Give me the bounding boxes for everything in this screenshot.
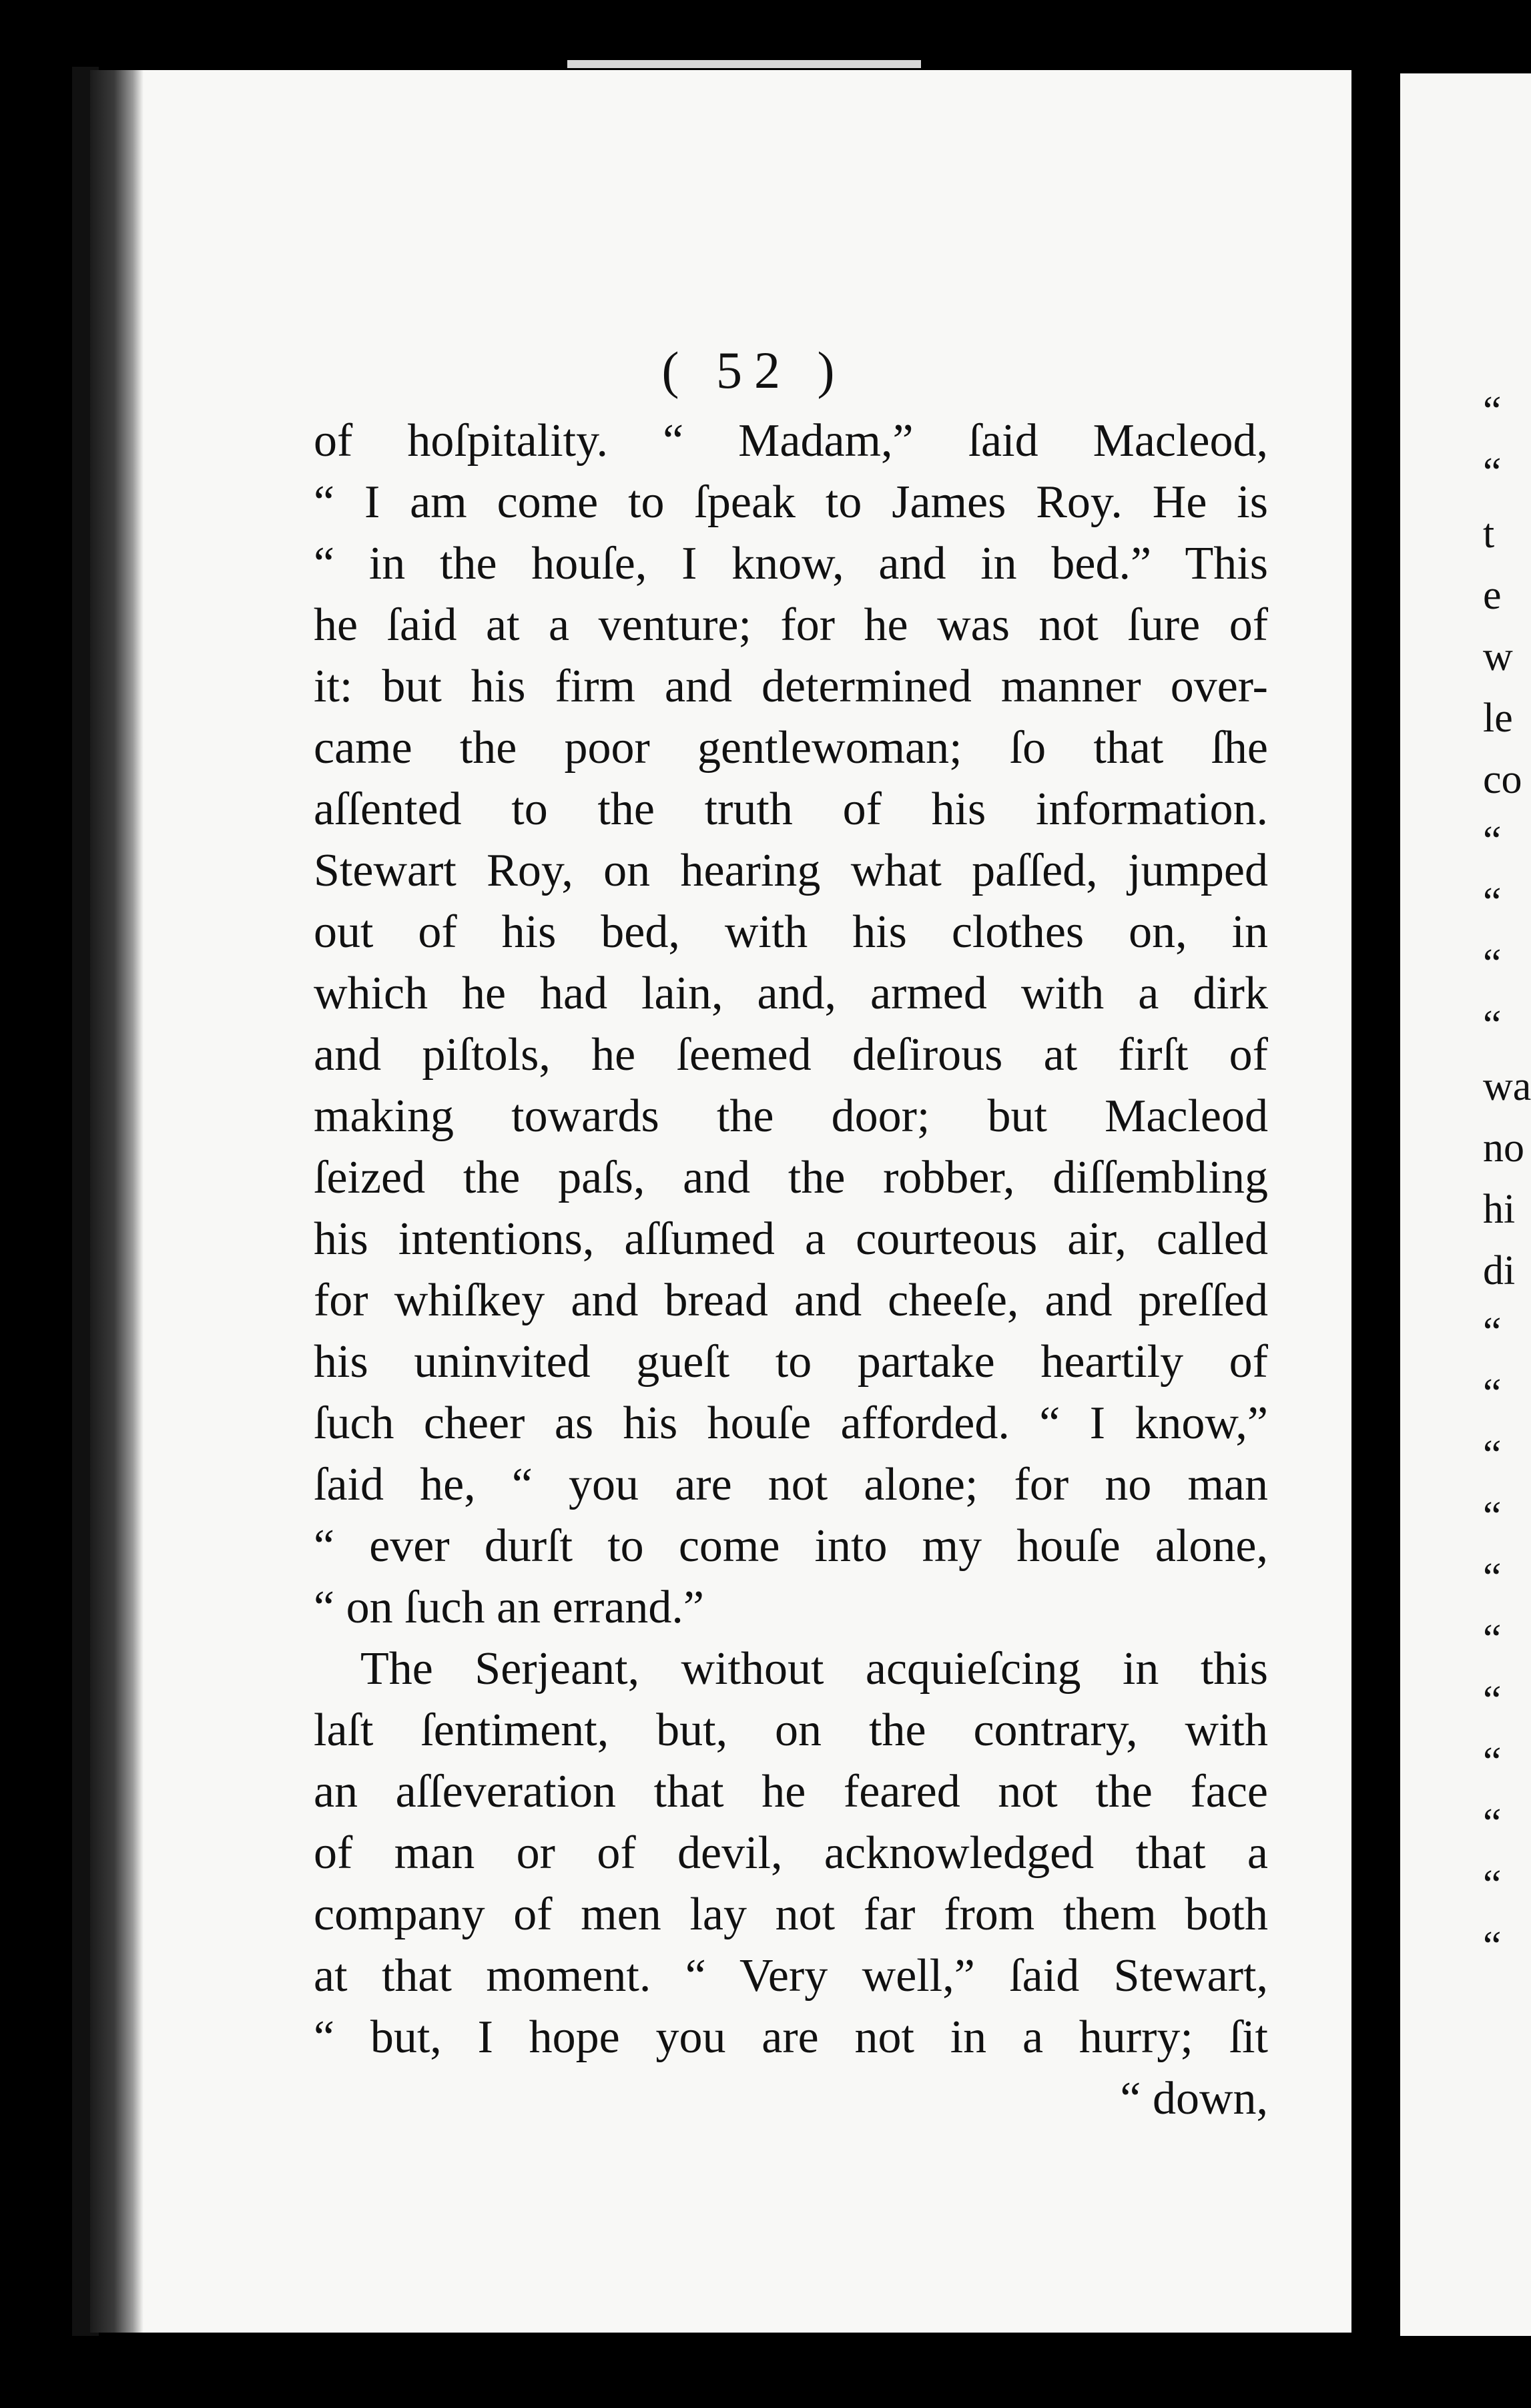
fragment: “: [1483, 1739, 1502, 1785]
fragment: “: [1483, 1923, 1502, 1969]
text-line: “ I am come to ſpeak to James Roy. He is: [314, 477, 1268, 528]
fragment: wa: [1483, 1064, 1531, 1109]
catchword: “ down,: [1120, 2073, 1268, 2124]
text-line: aſſented to the truth of his information.: [314, 784, 1268, 835]
fragment: “: [1483, 1371, 1502, 1416]
fragment: “: [1483, 941, 1502, 986]
fragment: “: [1483, 1555, 1502, 1600]
spine-shadow: [90, 70, 143, 2333]
fragment: “: [1483, 1432, 1502, 1478]
text-line: of hoſpitality. “ Madam,” ſaid Macleod,: [314, 415, 1268, 467]
fragment: e: [1483, 573, 1502, 618]
text-line: at that moment. “ Very well,” ſaid Stewart,: [314, 1950, 1268, 2002]
text-line: it: but his firm and determined manner over-: [314, 661, 1268, 712]
text-line: ſaid he, “ you are not alone; for no man: [314, 1459, 1268, 1510]
text-line: “ in the houſe, I know, and in bed.” This: [314, 538, 1268, 589]
text-line: for whiſkey and bread and cheeſe, and preſſed: [314, 1275, 1268, 1326]
text-line: laſt ſentiment, but, on the contrary, with: [314, 1705, 1268, 1756]
text-line: his intentions, aſſumed a courteous air, called: [314, 1213, 1268, 1265]
fragment: “: [1483, 1494, 1502, 1539]
fragment: “: [1483, 1678, 1502, 1723]
gutter: [1351, 63, 1400, 2346]
text-line: ſeized the paſs, and the robber, diſſembling: [314, 1152, 1268, 1203]
fragment: “: [1483, 1801, 1502, 1846]
body-text: [314, 410, 1268, 2130]
fragment: t: [1483, 511, 1495, 557]
text-line: came the poor gentlewoman; ſo that ſhe: [314, 722, 1268, 774]
fragment: “: [1483, 388, 1502, 434]
text-line: making towards the door; but Macleod: [314, 1091, 1268, 1142]
text-line: “ on ſuch an errand.”: [314, 1582, 704, 1633]
fragment: “: [1483, 450, 1502, 495]
fragment: hi: [1483, 1187, 1516, 1232]
page-top-edge: [567, 60, 921, 68]
text-line: out of his bed, with his clothes on, in: [314, 906, 1268, 958]
fragment: “: [1483, 1002, 1502, 1048]
fragment: “: [1483, 1309, 1502, 1355]
right-page-text: [1483, 380, 1531, 1977]
text-line: ſuch cheer as his houſe afforded. “ I know,”: [314, 1398, 1268, 1449]
fragment: no: [1483, 1125, 1524, 1171]
text-line: his uninvited gueſt to partake heartily of: [314, 1336, 1268, 1388]
fragment: di: [1483, 1248, 1516, 1293]
text-line: an aſſeveration that he feared not the face: [314, 1766, 1268, 1817]
fragment: “: [1483, 880, 1502, 925]
text-line: “ ever durſt to come into my houſe alone,: [314, 1520, 1268, 1572]
text-line: company of men lay not far from them both: [314, 1889, 1268, 1940]
text-line: “ but, I hope you are not in a hurry; ſit: [314, 2012, 1268, 2063]
fragment: le: [1483, 695, 1513, 741]
text-line: and piſtols, he ſeemed deſirous at firſt of: [314, 1029, 1268, 1081]
text-line: he ſaid at a venture; for he was not ſure of: [314, 599, 1268, 651]
text-line: of man or of devil, acknowledged that a: [314, 1827, 1268, 1879]
fragment: “: [1483, 818, 1502, 864]
fragment: “: [1483, 1616, 1502, 1662]
fragment: “: [1483, 1862, 1502, 1907]
fragment: co: [1483, 757, 1522, 802]
page-number: ( 52 ): [661, 341, 847, 399]
text-line: Stewart Roy, on hearing what paſſed, jumped: [314, 845, 1268, 896]
fragment: w: [1483, 634, 1513, 679]
text-line: The Serjeant, without acquieſcing in this: [360, 1643, 1268, 1695]
text-line: which he had lain, and, armed with a dirk: [314, 968, 1268, 1019]
